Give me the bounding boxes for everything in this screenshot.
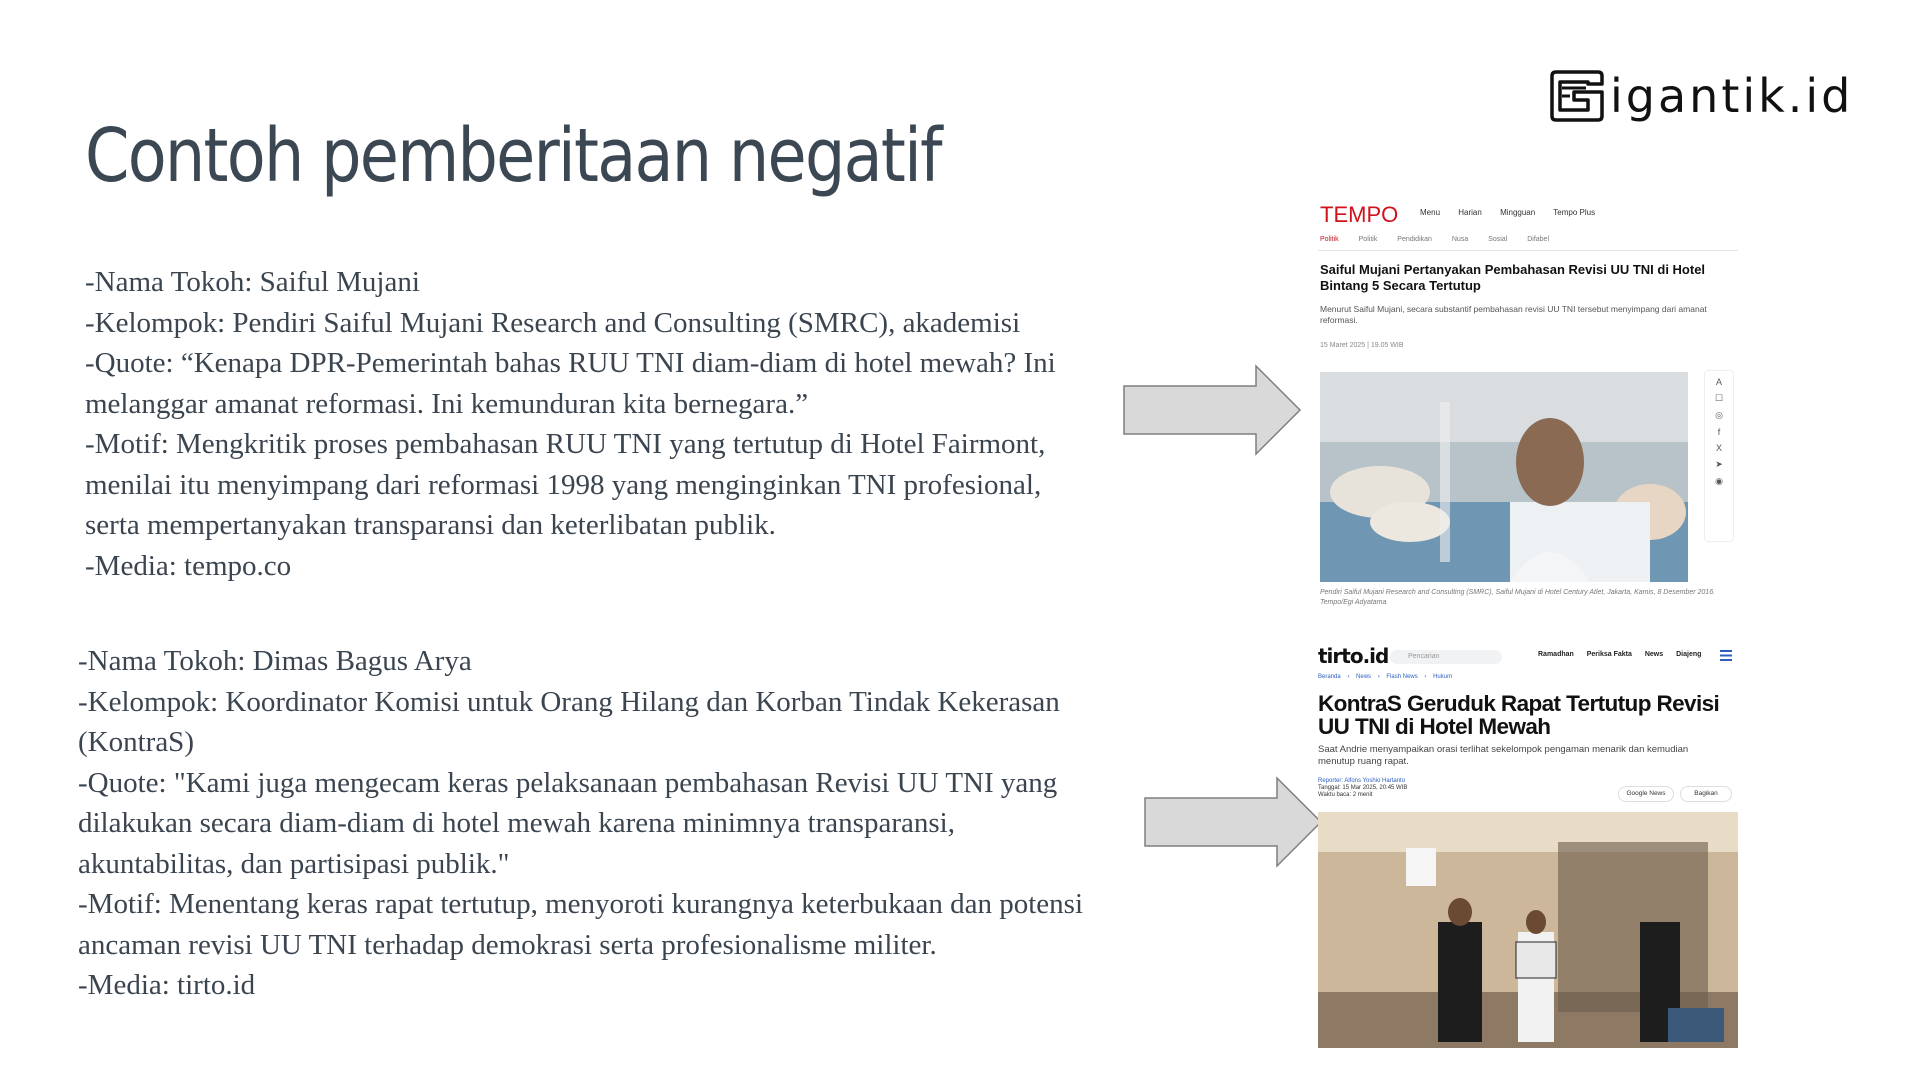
tirto-search-input[interactable] — [1390, 650, 1502, 664]
text-line: -Quote: “Kenapa DPR-Pemerintah bahas RUU TNI diam-diam di hotel mewah? Ini — [85, 347, 1056, 379]
tirto-nav-item[interactable]: Periksa Fakta — [1586, 651, 1632, 658]
tempo-nav-item: Harian — [1458, 208, 1482, 217]
tempo-subnav-item: Politik — [1320, 236, 1339, 243]
tempo-subnav-item: Nusa — [1451, 236, 1469, 243]
text-line: akuntabilitas, dan partisipasi publik." — [78, 847, 510, 880]
telegram-icon[interactable]: ➤ — [1715, 459, 1723, 469]
x-icon[interactable]: X — [1715, 443, 1722, 453]
share-button[interactable]: Bagikan — [1680, 786, 1732, 802]
tempo-subnav-item: Difabel — [1527, 236, 1549, 243]
text-line: ancaman revisi UU TNI terhadap demokrasi serta profesionalisme militer. — [78, 928, 937, 961]
slide-title: Contoh pemberitaan negatif — [85, 113, 941, 199]
breadcrumb-separator: › — [1377, 674, 1380, 680]
divider — [1318, 250, 1738, 251]
text-line: -Nama Tokoh: Dimas Bagus Arya — [78, 645, 472, 677]
tempo-lead: Menurut Saiful Mujani, secara substantif pembahasan revisi UU TNI tersebut menyimpang dari amanat reformasi. — [1320, 304, 1707, 325]
tokoh-block-2 — [78, 641, 1178, 1006]
tempo-headline: Saiful Mujani Pertanyakan Pembahasan Revisi UU TNI di Hotel Bintang 5 Secara Tertutup — [1320, 262, 1706, 293]
tempo-nav-item: Menu — [1420, 208, 1441, 217]
breadcrumb — [1318, 674, 1457, 680]
reporter: Reporter: Alfons Yoshio Hartanto — [1318, 778, 1406, 784]
tirto-article-photo — [1318, 812, 1738, 1048]
tempo-photo-caption: Pendiri Saiful Mujani Research and Consulting (SMRC), Saiful Mujani di Hotel Century Atlet, Jakarta, Kamis, 8 Desember 2016. Tempo/Egi Adyatama — [1320, 589, 1716, 606]
text-line: -Quote: "Kami juga mengecam keras pelaksanaan pembahasan Revisi UU TNI yang — [78, 766, 1058, 799]
tempo-subnav-item: Pendidikan — [1397, 236, 1432, 243]
tempo-nav-item: Mingguan — [1500, 208, 1536, 217]
text-line: -Kelompok: Pendiri Saiful Mujani Research and Consulting (SMRC), akademisi — [85, 306, 1021, 339]
text-line: melanggar amanat reformasi. Ini kemunduran kita bernegara.” — [85, 387, 809, 420]
tirto-lead: Saat Andrie menyampaikan orasi terlihat sekelompok pengaman menarik dan kemudian menutup ruang rapat. — [1318, 744, 1689, 767]
text-line: -Motif: Mengkritik proses pembahasan RUU TNI yang tertutup di Hotel Fairmont, — [85, 428, 1046, 460]
gigantik-logo — [1548, 64, 1858, 130]
publish-date: Tanggal: 15 Mar 2025, 20:45 WIB — [1318, 785, 1408, 791]
tokoh-block-1 — [85, 262, 1125, 586]
breadcrumb-separator: › — [1424, 674, 1427, 680]
breadcrumb-item[interactable]: Beranda — [1318, 674, 1341, 680]
share-sidebar — [1704, 370, 1734, 542]
font-size-icon[interactable]: A — [1715, 377, 1722, 387]
google-news-button[interactable]: Google News — [1618, 786, 1674, 802]
bookmark-icon[interactable]: ☐ — [1714, 393, 1724, 403]
facebook-icon[interactable]: f — [1717, 427, 1721, 437]
search-placeholder: Pencarian — [1408, 653, 1440, 660]
tempo-date: 15 Maret 2025 | 19.05 WIB — [1320, 342, 1404, 349]
whatsapp-icon[interactable]: ◎ — [1715, 410, 1723, 420]
tempo-subnav-item: Sosial — [1488, 236, 1508, 243]
text-line: menilai itu menyimpang dari reformasi 1998 yang menginginkan TNI profesional, — [85, 468, 1042, 501]
tempo-subnav-item: Politik — [1358, 236, 1378, 243]
threads-icon[interactable]: ◉ — [1715, 476, 1723, 486]
breadcrumb-item[interactable]: Flash News — [1386, 674, 1418, 680]
text-line: dilakukan secara diam-diam di hotel mewah karena minimnya transparansi, — [78, 807, 955, 839]
tempo-subnav — [1320, 236, 1567, 243]
breadcrumb-separator: › — [1347, 674, 1350, 680]
read-time: Waktu baca: 2 menit — [1318, 792, 1373, 798]
text-line: -Media: tempo.co — [85, 549, 292, 582]
hamburger-menu-icon[interactable] — [1720, 650, 1732, 661]
right-arrow-icon — [1122, 364, 1302, 456]
tirto-nav-item[interactable]: Diajeng — [1676, 651, 1702, 658]
tirto-article-screenshot — [1318, 644, 1738, 1048]
tirto-nav-item[interactable]: News — [1644, 651, 1664, 658]
right-arrow-icon — [1143, 776, 1323, 868]
gigantik-logo-mark-icon — [1548, 68, 1606, 124]
tirto-nav-item[interactable]: Ramadhan — [1538, 651, 1574, 658]
logo-wordmark: igantik.id — [1610, 69, 1854, 123]
tirto-brand: tirto.id — [1318, 644, 1389, 668]
tempo-article-screenshot — [1318, 198, 1738, 614]
tempo-nav-item: Tempo Plus — [1553, 208, 1596, 217]
text-line: serta mempertanyakan transparansi dan keterlibatan publik. — [85, 509, 776, 541]
tirto-headline: KontraS Geruduk Rapat Tertutup Revisi UU TNI di Hotel Mewah — [1318, 691, 1720, 739]
text-line: -Nama Tokoh: Saiful Mujani — [85, 266, 420, 298]
tirto-nav — [1538, 651, 1712, 658]
text-line: (KontraS) — [78, 726, 194, 758]
tempo-nav — [1420, 208, 1611, 217]
text-line: -Media: tirto.id — [78, 969, 256, 1001]
text-line: -Kelompok: Koordinator Komisi untuk Orang Hilang dan Korban Tindak Kekerasan — [78, 685, 1060, 718]
tirto-meta — [1318, 778, 1407, 799]
breadcrumb-item[interactable]: News — [1356, 674, 1372, 680]
tempo-article-photo — [1320, 372, 1688, 582]
text-line: -Motif: Menentang keras rapat tertutup, menyoroti kurangnya keterbukaan dan potensi — [78, 888, 1084, 920]
tempo-brand: TEMPO — [1320, 202, 1399, 227]
breadcrumb-item[interactable]: Hukum — [1433, 674, 1453, 680]
